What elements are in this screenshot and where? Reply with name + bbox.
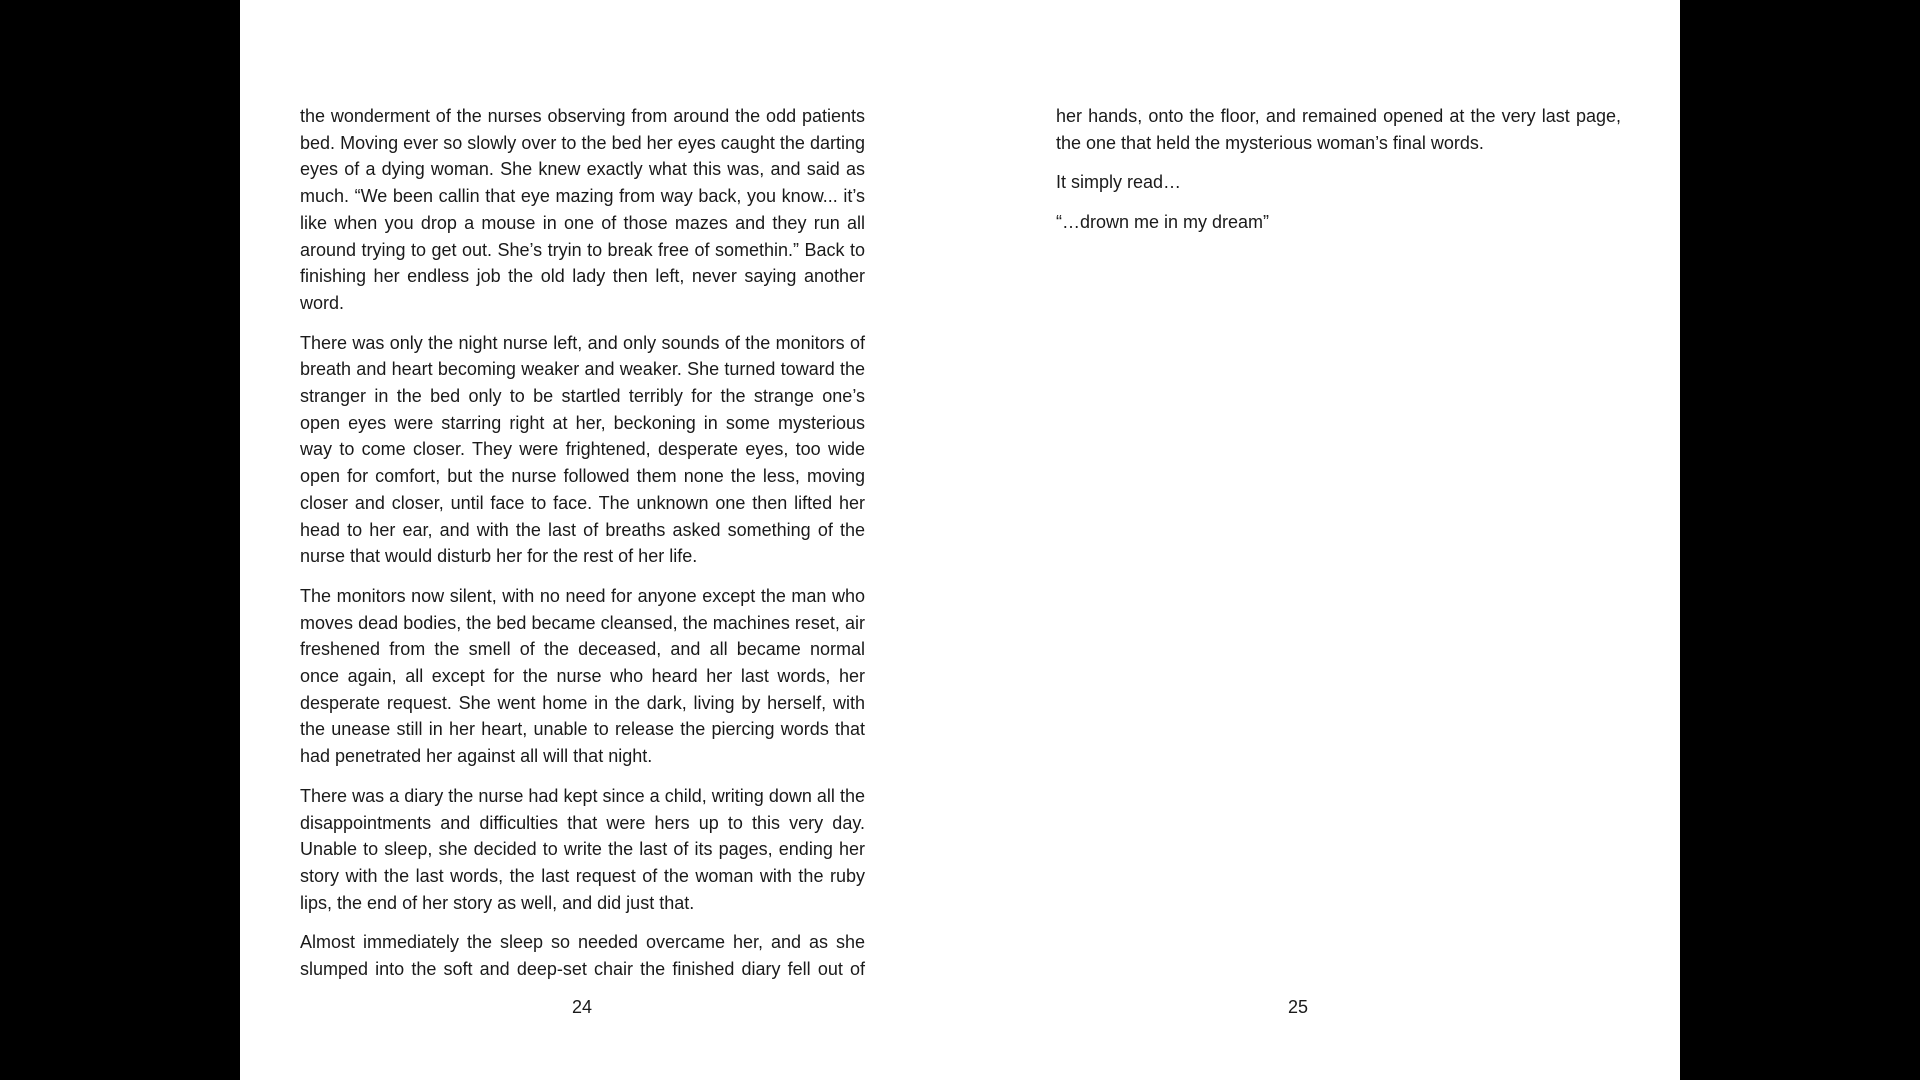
page-number-right: 25 [1287, 997, 1309, 1017]
right-paragraph-2: It simply read… [1056, 172, 1182, 193]
left-page [240, 0, 960, 1080]
right-paragraph-1: her hands, onto the floor, and remained opened at the very last page, the one that held the mysterious woman’s final words. [1056, 106, 1621, 153]
left-paragraph-4: There was a diary the nurse had kept since a child, writing down all the disappointments and difficulties that were hers up to this very day. Unable to sleep, she decided to write the last of its pages, ending her story with the last words, the last request of the woman with the ruby lips, the end of her story as well, and did just that. [300, 785, 865, 913]
right-paragraph-3: “…drown me in my dream” [1056, 212, 1270, 233]
left-paragraph-3: The monitors now silent, with no need for anyone except the man who moves dead bodies, the bed became cleansed, the machines reset, air freshened from the smell of the deceased, and all became normal once again, all except for the nurse who heard her last words, her desperate request. She went home in the dark, living by herself, with the unease still in her heart, unable to release the piercing words that had penetrated her against all will that night. [300, 585, 865, 767]
right-page [960, 0, 1680, 1080]
right-page-body [1056, 103, 1621, 249]
left-paragraph-2: There was only the night nurse left, and only sounds of the monitors of breath and heart becoming weaker and weaker. She turned toward the stranger in the bed only to be startled terribly for the strange one’s open eyes were starring right at her, beckoning in some mysterious way to come closer. They were frightened, desperate eyes, too wide open for comfort, but the nurse followed them none the less, moving closer and closer, until face to face. The unknown one then lifted her head to her ear, and with the last of breaths asked something of the nurse that would disturb her for the rest of her life. [300, 332, 865, 567]
page-number-left: 24 [571, 997, 593, 1017]
left-page-body [300, 103, 865, 996]
left-paragraph-5: Almost immediately the sleep so needed overcame her, and as she slumped into the soft and deep-set chair the finished diary fell out of [300, 932, 865, 980]
left-paragraph-1: the wonderment of the nurses observing from around the odd patients bed. Moving ever so slowly over to the bed her eyes caught the darting eyes of a dying woman. She knew exactly what this was, and said as much. “We been callin that eye mazing from way back, you know... it’s like when you drop a mouse in one of those mazes and they run all around trying to get out. She’s tryin to break free of somethin.” Back to finishing her endless job the old lady then left, never saying another word. [300, 106, 865, 313]
book-spread [240, 0, 1680, 1080]
